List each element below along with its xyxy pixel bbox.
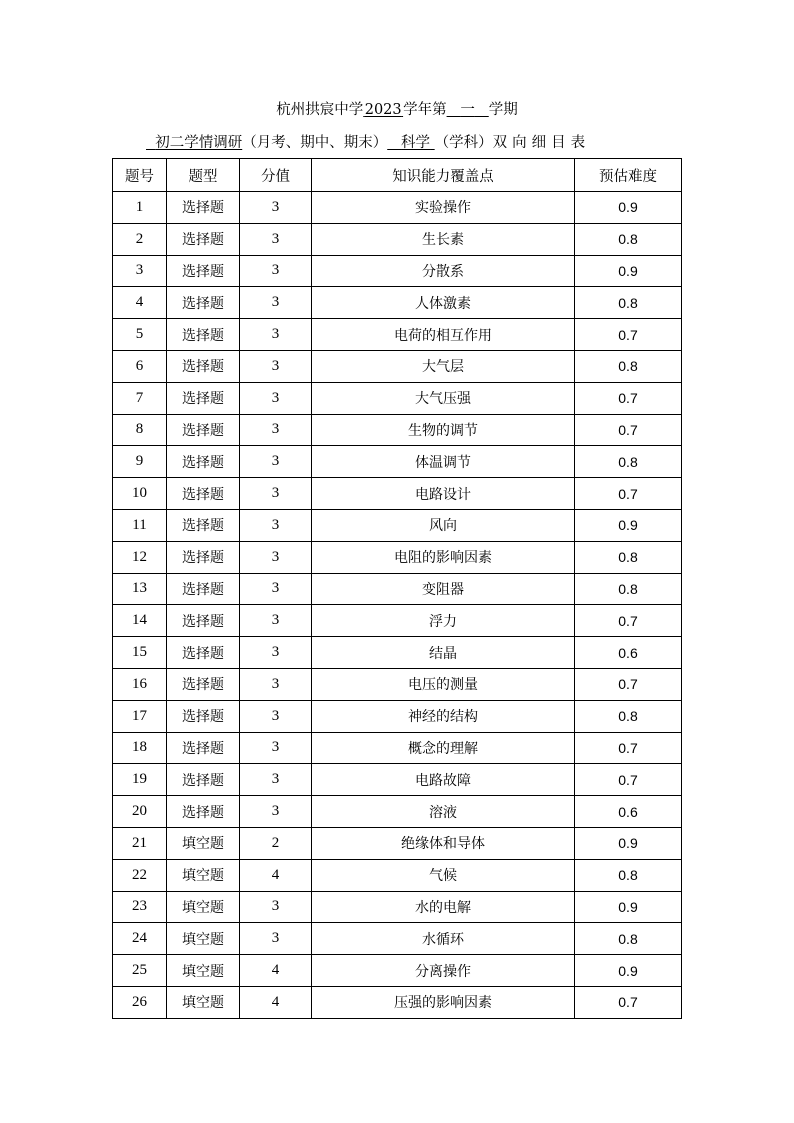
question-type-cell: 选择题 [167, 382, 240, 414]
knowledge-point-cell: 分离操作 [312, 955, 575, 987]
knowledge-point-cell: 概念的理解 [312, 732, 575, 764]
table-row [113, 923, 682, 955]
table-row [113, 414, 682, 446]
table-row [113, 668, 682, 700]
question-number-cell: 25 [113, 955, 167, 987]
table-row [113, 223, 682, 255]
year-suffix: 学年第 [403, 102, 447, 118]
question-number-cell: 4 [113, 287, 167, 319]
difficulty-cell: 0.8 [575, 287, 682, 319]
question-number-cell: 18 [113, 732, 167, 764]
table-row [113, 827, 682, 859]
table-row [113, 478, 682, 510]
question-type-cell: 选择题 [167, 541, 240, 573]
question-type-cell: 选择题 [167, 446, 240, 478]
question-type-cell: 选择题 [167, 192, 240, 224]
score-cell: 3 [240, 923, 312, 955]
knowledge-point-cell: 神经的结构 [312, 700, 575, 732]
table-row [113, 764, 682, 796]
exam-name: 初二学情调研 [155, 135, 243, 151]
table-row [113, 446, 682, 478]
question-type-cell: 选择题 [167, 732, 240, 764]
knowledge-point-cell: 溶液 [312, 796, 575, 828]
score-cell: 3 [240, 223, 312, 255]
knowledge-point-cell: 气候 [312, 859, 575, 891]
question-type-cell: 填空题 [167, 955, 240, 987]
score-cell: 3 [240, 732, 312, 764]
table-row [113, 541, 682, 573]
question-number-cell: 3 [113, 255, 167, 287]
table-row [113, 986, 682, 1018]
table-row [113, 700, 682, 732]
difficulty-cell: 0.7 [575, 668, 682, 700]
table-row [113, 796, 682, 828]
score-cell: 3 [240, 668, 312, 700]
question-number-cell: 10 [113, 478, 167, 510]
question-number-cell: 23 [113, 891, 167, 923]
question-type-cell: 选择题 [167, 637, 240, 669]
question-type-cell: 选择题 [167, 319, 240, 351]
table-header-row [113, 159, 682, 192]
difficulty-cell: 0.8 [575, 350, 682, 382]
table-row [113, 382, 682, 414]
score-cell: 4 [240, 859, 312, 891]
score-cell: 3 [240, 573, 312, 605]
question-number-cell: 13 [113, 573, 167, 605]
knowledge-point-cell: 电压的测量 [312, 668, 575, 700]
score-cell: 3 [240, 414, 312, 446]
difficulty-cell: 0.9 [575, 509, 682, 541]
knowledge-point-cell: 实验操作 [312, 192, 575, 224]
header-question-type: 题型 [167, 159, 240, 192]
question-number-cell: 24 [113, 923, 167, 955]
score-cell: 4 [240, 986, 312, 1018]
question-type-cell: 选择题 [167, 350, 240, 382]
question-type-cell: 选择题 [167, 223, 240, 255]
question-type-cell: 选择题 [167, 509, 240, 541]
question-type-cell: 选择题 [167, 605, 240, 637]
table-row [113, 605, 682, 637]
question-type-cell: 选择题 [167, 796, 240, 828]
score-cell: 2 [240, 827, 312, 859]
question-number-cell: 16 [113, 668, 167, 700]
knowledge-point-cell: 结晶 [312, 637, 575, 669]
table-body [113, 192, 682, 1019]
knowledge-point-cell: 大气层 [312, 350, 575, 382]
knowledge-point-cell: 电路故障 [312, 764, 575, 796]
term-suffix: 学期 [488, 102, 518, 118]
difficulty-cell: 0.8 [575, 700, 682, 732]
difficulty-cell: 0.8 [575, 859, 682, 891]
question-type-cell: 填空题 [167, 923, 240, 955]
question-type-cell: 选择题 [167, 700, 240, 732]
table-row [113, 319, 682, 351]
table-row [113, 255, 682, 287]
question-number-cell: 8 [113, 414, 167, 446]
score-cell: 3 [240, 764, 312, 796]
knowledge-point-cell: 绝缘体和导体 [312, 827, 575, 859]
table-row [113, 637, 682, 669]
question-type-cell: 选择题 [167, 478, 240, 510]
difficulty-cell: 0.8 [575, 923, 682, 955]
difficulty-cell: 0.7 [575, 414, 682, 446]
table-row [113, 955, 682, 987]
score-cell: 3 [240, 287, 312, 319]
header-difficulty: 预估难度 [575, 159, 682, 192]
knowledge-point-cell: 电阻的影响因素 [312, 541, 575, 573]
question-type-cell: 选择题 [167, 668, 240, 700]
knowledge-point-cell: 浮力 [312, 605, 575, 637]
knowledge-point-cell: 电路设计 [312, 478, 575, 510]
score-cell: 3 [240, 478, 312, 510]
difficulty-cell: 0.9 [575, 827, 682, 859]
score-cell: 4 [240, 955, 312, 987]
question-type-cell: 填空题 [167, 891, 240, 923]
question-number-cell: 9 [113, 446, 167, 478]
table-row [113, 287, 682, 319]
question-number-cell: 2 [113, 223, 167, 255]
table-row [113, 192, 682, 224]
header-knowledge-points: 知识能力覆盖点 [312, 159, 575, 192]
table-row [113, 859, 682, 891]
difficulty-cell: 0.6 [575, 796, 682, 828]
difficulty-cell: 0.8 [575, 446, 682, 478]
difficulty-cell: 0.9 [575, 255, 682, 287]
score-cell: 3 [240, 255, 312, 287]
question-type-cell: 填空题 [167, 859, 240, 891]
knowledge-point-cell: 压强的影响因素 [312, 986, 575, 1018]
score-cell: 3 [240, 382, 312, 414]
table-kind: 双向细目表 [492, 135, 591, 151]
question-number-cell: 6 [113, 350, 167, 382]
question-number-cell: 12 [113, 541, 167, 573]
question-type-cell: 填空题 [167, 827, 240, 859]
question-number-cell: 11 [113, 509, 167, 541]
difficulty-cell: 0.7 [575, 319, 682, 351]
question-type-cell: 选择题 [167, 255, 240, 287]
difficulty-cell: 0.8 [575, 541, 682, 573]
score-cell: 3 [240, 541, 312, 573]
knowledge-point-cell: 变阻器 [312, 573, 575, 605]
document-subtitle [146, 133, 590, 153]
score-cell: 3 [240, 319, 312, 351]
table-row [113, 509, 682, 541]
difficulty-cell: 0.9 [575, 955, 682, 987]
spec-table [112, 158, 682, 1019]
question-number-cell: 15 [113, 637, 167, 669]
question-number-cell: 26 [113, 986, 167, 1018]
table-row [113, 732, 682, 764]
question-type-cell: 选择题 [167, 573, 240, 605]
score-cell: 3 [240, 446, 312, 478]
subject-name: 科学 [401, 135, 431, 151]
score-cell: 3 [240, 509, 312, 541]
score-cell: 3 [240, 796, 312, 828]
score-cell: 3 [240, 192, 312, 224]
knowledge-point-cell: 人体激素 [312, 287, 575, 319]
question-number-cell: 7 [113, 382, 167, 414]
knowledge-point-cell: 水循环 [312, 923, 575, 955]
question-type-cell: 选择题 [167, 287, 240, 319]
document-title [0, 100, 794, 120]
question-number-cell: 22 [113, 859, 167, 891]
score-cell: 3 [240, 350, 312, 382]
score-cell: 3 [240, 700, 312, 732]
difficulty-cell: 0.7 [575, 478, 682, 510]
header-question-number: 题号 [113, 159, 167, 192]
exam-types: （月考、期中、期末） [242, 135, 388, 151]
question-number-cell: 14 [113, 605, 167, 637]
score-cell: 3 [240, 605, 312, 637]
difficulty-cell: 0.7 [575, 382, 682, 414]
question-number-cell: 20 [113, 796, 167, 828]
knowledge-point-cell: 风向 [312, 509, 575, 541]
difficulty-cell: 0.7 [575, 605, 682, 637]
difficulty-cell: 0.6 [575, 637, 682, 669]
difficulty-cell: 0.7 [575, 732, 682, 764]
knowledge-point-cell: 生长素 [312, 223, 575, 255]
academic-year: 2023 [364, 102, 402, 118]
question-number-cell: 21 [113, 827, 167, 859]
question-number-cell: 19 [113, 764, 167, 796]
knowledge-point-cell: 体温调节 [312, 446, 575, 478]
knowledge-point-cell: 生物的调节 [312, 414, 575, 446]
table-row [113, 891, 682, 923]
knowledge-point-cell: 分散系 [312, 255, 575, 287]
difficulty-cell: 0.9 [575, 891, 682, 923]
question-number-cell: 17 [113, 700, 167, 732]
question-number-cell: 1 [113, 192, 167, 224]
difficulty-cell: 0.7 [575, 986, 682, 1018]
knowledge-point-cell: 水的电解 [312, 891, 575, 923]
question-type-cell: 填空题 [167, 986, 240, 1018]
difficulty-cell: 0.8 [575, 573, 682, 605]
school-name: 杭州拱宸中学 [276, 102, 364, 118]
difficulty-cell: 0.9 [575, 192, 682, 224]
knowledge-point-cell: 电荷的相互作用 [312, 319, 575, 351]
header-score: 分值 [240, 159, 312, 192]
question-number-cell: 5 [113, 319, 167, 351]
difficulty-cell: 0.7 [575, 764, 682, 796]
score-cell: 3 [240, 891, 312, 923]
subject-note: （学科） [434, 135, 493, 151]
question-type-cell: 选择题 [167, 414, 240, 446]
question-type-cell: 选择题 [167, 764, 240, 796]
difficulty-cell: 0.8 [575, 223, 682, 255]
table-row [113, 573, 682, 605]
table-row [113, 350, 682, 382]
term-number: 一 [460, 102, 475, 118]
knowledge-point-cell: 大气压强 [312, 382, 575, 414]
score-cell: 3 [240, 637, 312, 669]
